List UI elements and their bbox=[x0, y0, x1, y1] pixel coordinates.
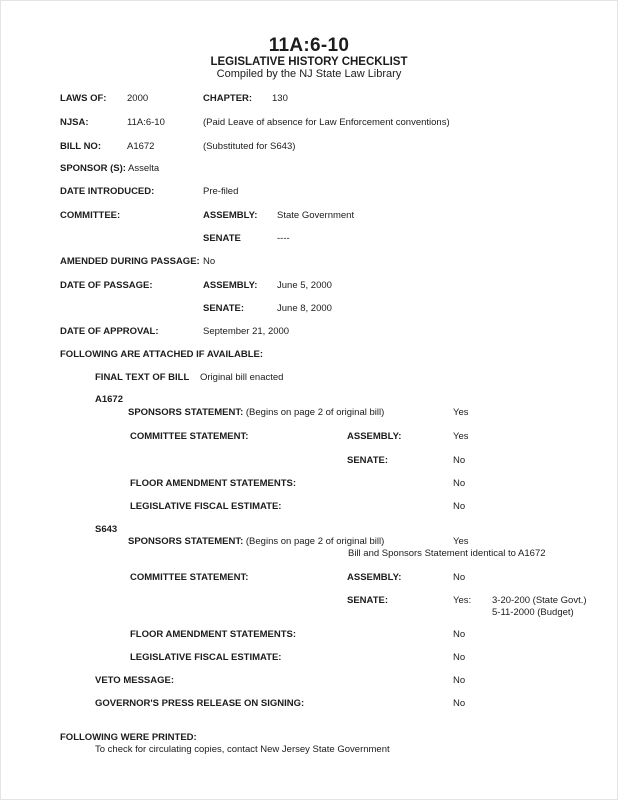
passage-senate-label: SENATE: bbox=[203, 303, 244, 314]
printed-section-note: To check for circulating copies, contact New Jersey State Government bbox=[95, 744, 390, 755]
committee-assembly-value: State Government bbox=[277, 210, 355, 221]
a1672-committee-senate-value: No bbox=[453, 455, 466, 466]
bill-no-note: (Substituted for S643) bbox=[203, 141, 296, 152]
sponsors-label: SPONSOR (S): bbox=[60, 163, 126, 174]
date-of-approval-value: September 21, 2000 bbox=[203, 326, 290, 337]
committee-assembly-label: ASSEMBLY: bbox=[203, 210, 258, 221]
s643-fiscal-estimate-label: LEGISLATIVE FISCAL ESTIMATE: bbox=[130, 652, 282, 663]
chapter-label: CHAPTER: bbox=[203, 93, 253, 104]
final-text-label: FINAL TEXT OF BILL bbox=[95, 372, 190, 383]
laws-of-label: LAWS OF: bbox=[60, 93, 107, 104]
date-of-approval-label: DATE OF APPROVAL: bbox=[60, 326, 159, 337]
compiled-by-line: Compiled by the NJ State Law Library bbox=[216, 68, 402, 80]
passage-assembly-value: June 5, 2000 bbox=[277, 280, 332, 291]
s643-senate-date-1: 3-20-200 (State Govt.) bbox=[492, 595, 587, 606]
s643-floor-amendment-value: No bbox=[453, 629, 466, 640]
document-title: 11A:6-10 bbox=[268, 35, 350, 56]
s643-committee-senate-label: SENATE: bbox=[347, 595, 388, 606]
amended-label: AMENDED DURING PASSAGE: bbox=[60, 256, 200, 267]
njsa-label: NJSA: bbox=[60, 117, 89, 128]
a1672-floor-amendment-label: FLOOR AMENDMENT STATEMENTS: bbox=[130, 478, 297, 489]
s643-floor-amendment-label: FLOOR AMENDMENT STATEMENTS: bbox=[130, 629, 297, 640]
date-of-passage-label: DATE OF PASSAGE: bbox=[60, 280, 153, 291]
printed-section-heading: FOLLOWING WERE PRINTED: bbox=[60, 732, 197, 743]
a1672-heading: A1672 bbox=[95, 394, 123, 405]
a1672-fiscal-estimate-label: LEGISLATIVE FISCAL ESTIMATE: bbox=[130, 501, 282, 512]
committee-label: COMMITTEE: bbox=[60, 210, 121, 221]
s643-committee-assembly-label: ASSEMBLY: bbox=[347, 572, 402, 583]
chapter-value: 130 bbox=[272, 93, 288, 104]
veto-message-value: No bbox=[453, 675, 466, 686]
sponsors-value: Asselta bbox=[128, 163, 160, 174]
a1672-committee-assembly-value: Yes bbox=[453, 431, 469, 442]
njsa-value: 11A:6-10 bbox=[127, 117, 165, 128]
a1672-sponsors-statement-note: (Begins on page 2 of original bill) bbox=[245, 407, 385, 418]
s643-fiscal-estimate-value: No bbox=[453, 652, 466, 663]
passage-senate-value: June 8, 2000 bbox=[277, 303, 332, 314]
date-introduced-value: Pre-filed bbox=[203, 186, 239, 197]
a1672-fiscal-estimate-value: No bbox=[453, 501, 466, 512]
laws-of-value: 2000 bbox=[127, 93, 149, 104]
governor-press-release-label: GOVERNOR'S PRESS RELEASE ON SIGNING: bbox=[95, 698, 305, 709]
document-subtitle: LEGISLATIVE HISTORY CHECKLIST bbox=[210, 56, 408, 68]
committee-senate-label: SENATE bbox=[203, 233, 241, 244]
s643-committee-assembly-value: No bbox=[453, 572, 466, 583]
s643-sponsors-statement-value: Yes bbox=[453, 536, 469, 547]
a1672-sponsors-statement-value: Yes bbox=[453, 407, 469, 418]
a1672-sponsors-statement-row bbox=[128, 407, 384, 419]
s643-heading: S643 bbox=[95, 524, 118, 535]
a1672-committee-assembly-label: ASSEMBLY: bbox=[347, 431, 402, 442]
governor-press-release-value: No bbox=[453, 698, 466, 709]
bill-no-label: BILL NO: bbox=[60, 141, 101, 152]
bill-no-value: A1672 bbox=[127, 141, 155, 152]
s643-sponsors-statement-label: SPONSORS STATEMENT: bbox=[128, 536, 244, 547]
njsa-note: (Paid Leave of absence for Law Enforcement conventions) bbox=[203, 117, 450, 128]
a1672-sponsors-statement-label: SPONSORS STATEMENT: bbox=[128, 407, 244, 418]
final-text-value: Original bill enacted bbox=[200, 372, 284, 383]
committee-senate-value: ---- bbox=[277, 233, 290, 244]
attached-section-heading: FOLLOWING ARE ATTACHED IF AVAILABLE: bbox=[60, 349, 263, 360]
s643-committee-statement-label: COMMITTEE STATEMENT: bbox=[130, 572, 249, 583]
s643-sponsors-identical-note: Bill and Sponsors Statement identical to A1672 bbox=[348, 548, 546, 559]
s643-senate-date-2: 5-11-2000 (Budget) bbox=[492, 607, 574, 618]
a1672-floor-amendment-value: No bbox=[453, 478, 466, 489]
s643-sponsors-statement-note: (Begins on page 2 of original bill) bbox=[245, 536, 385, 547]
date-introduced-label: DATE INTRODUCED: bbox=[60, 186, 155, 197]
veto-message-label: VETO MESSAGE: bbox=[95, 675, 175, 686]
s643-sponsors-statement-row bbox=[128, 536, 384, 548]
a1672-committee-statement-label: COMMITTEE STATEMENT: bbox=[130, 431, 249, 442]
passage-assembly-label: ASSEMBLY: bbox=[203, 280, 258, 291]
s643-committee-senate-value: Yes: bbox=[453, 595, 472, 606]
a1672-committee-senate-label: SENATE: bbox=[347, 455, 388, 466]
amended-value: No bbox=[203, 256, 216, 267]
